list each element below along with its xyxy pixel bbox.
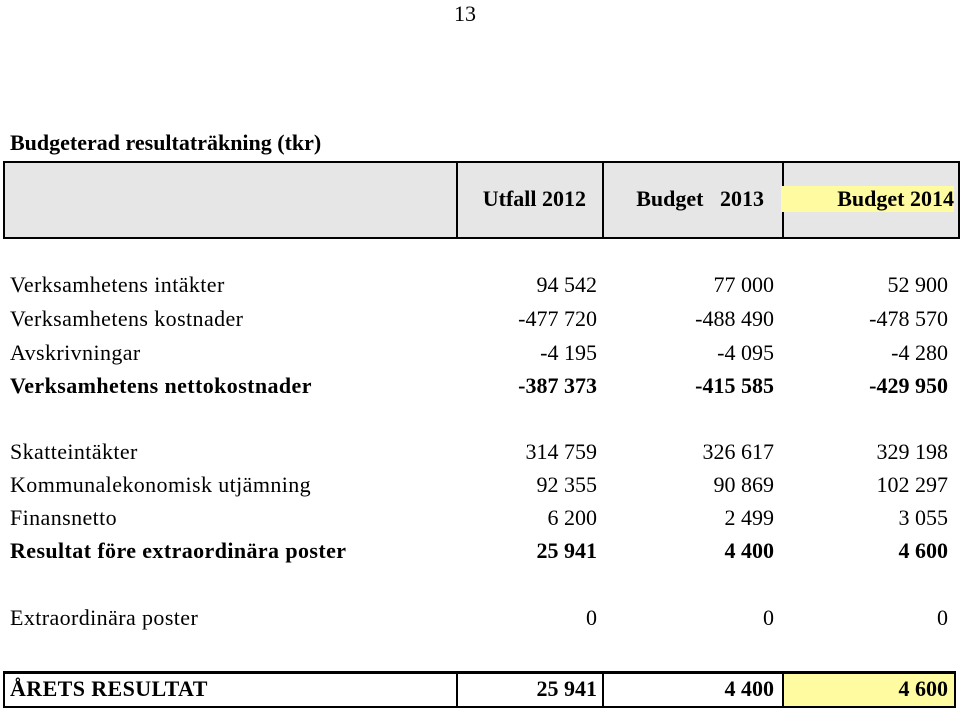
row-label: Verksamhetens intäkter: [10, 272, 225, 297]
table-row: [0, 270, 960, 300]
row-label: ÅRETS RESULTAT: [10, 676, 208, 701]
value-2014: 3 055: [898, 505, 948, 530]
value-2013: -4 095: [717, 340, 774, 365]
value-2012: 94 542: [536, 272, 597, 297]
row-label: Finansnetto: [10, 505, 118, 530]
value-2012: 314 759: [525, 439, 597, 464]
value-2013: 4 400: [724, 538, 774, 563]
value-2012: 6 200: [547, 505, 597, 530]
value-2013: 326 617: [702, 439, 774, 464]
value-2013: 90 869: [713, 472, 774, 497]
value-2012: 25 941: [536, 538, 597, 563]
value-2012: 92 355: [536, 472, 597, 497]
row-label: Verksamhetens kostnader: [10, 306, 244, 331]
table-row: [0, 470, 960, 500]
value-2012: 0: [586, 605, 597, 630]
value-2013: 4 400: [724, 676, 774, 701]
value-2014: 329 198: [876, 439, 948, 464]
header-divider: [456, 163, 458, 237]
row-label: Extraordinära poster: [10, 605, 199, 630]
table-row-total: [0, 674, 960, 704]
row-label: Skatteintäkter: [10, 439, 138, 464]
table-row: [0, 603, 960, 633]
value-2012: -387 373: [518, 373, 597, 398]
row-label: Resultat före extraordinära poster: [10, 538, 347, 563]
value-2014: 102 297: [876, 472, 948, 497]
table-row: [0, 304, 960, 334]
table-row: [0, 536, 960, 566]
value-2014: 52 900: [887, 272, 948, 297]
value-2014: -478 570: [869, 306, 948, 331]
table-row: [0, 338, 960, 368]
value-2013: -488 490: [695, 306, 774, 331]
table-row: [0, 437, 960, 467]
value-2013: -415 585: [695, 373, 774, 398]
page-number: 13: [454, 1, 476, 26]
table-row: [0, 371, 960, 401]
row-label: Avskrivningar: [10, 340, 141, 365]
value-2012: -4 195: [540, 340, 597, 365]
value-2012: -477 720: [518, 306, 597, 331]
column-header-utfall-2012: Utfall 2012: [482, 186, 586, 211]
value-2014: 4 600: [898, 538, 948, 563]
value-2014: 0: [937, 605, 948, 630]
value-2013: 0: [763, 605, 774, 630]
table-row: [0, 503, 960, 533]
value-2012: 25 941: [536, 676, 597, 701]
table-title: Budgeterad resultaträkning (tkr): [10, 130, 322, 155]
value-2013: 2 499: [724, 505, 774, 530]
value-2014: 4 600: [898, 676, 948, 701]
value-2013: 77 000: [713, 272, 774, 297]
column-header-budget-2013: Budget 2013: [636, 186, 764, 211]
value-2014: -4 280: [891, 340, 948, 365]
value-2014: -429 950: [869, 373, 948, 398]
column-header-budget-2014: Budget 2014: [781, 186, 954, 212]
row-label: Verksamhetens nettokostnader: [10, 373, 312, 398]
row-label: Kommunalekonomisk utjämning: [10, 472, 312, 497]
